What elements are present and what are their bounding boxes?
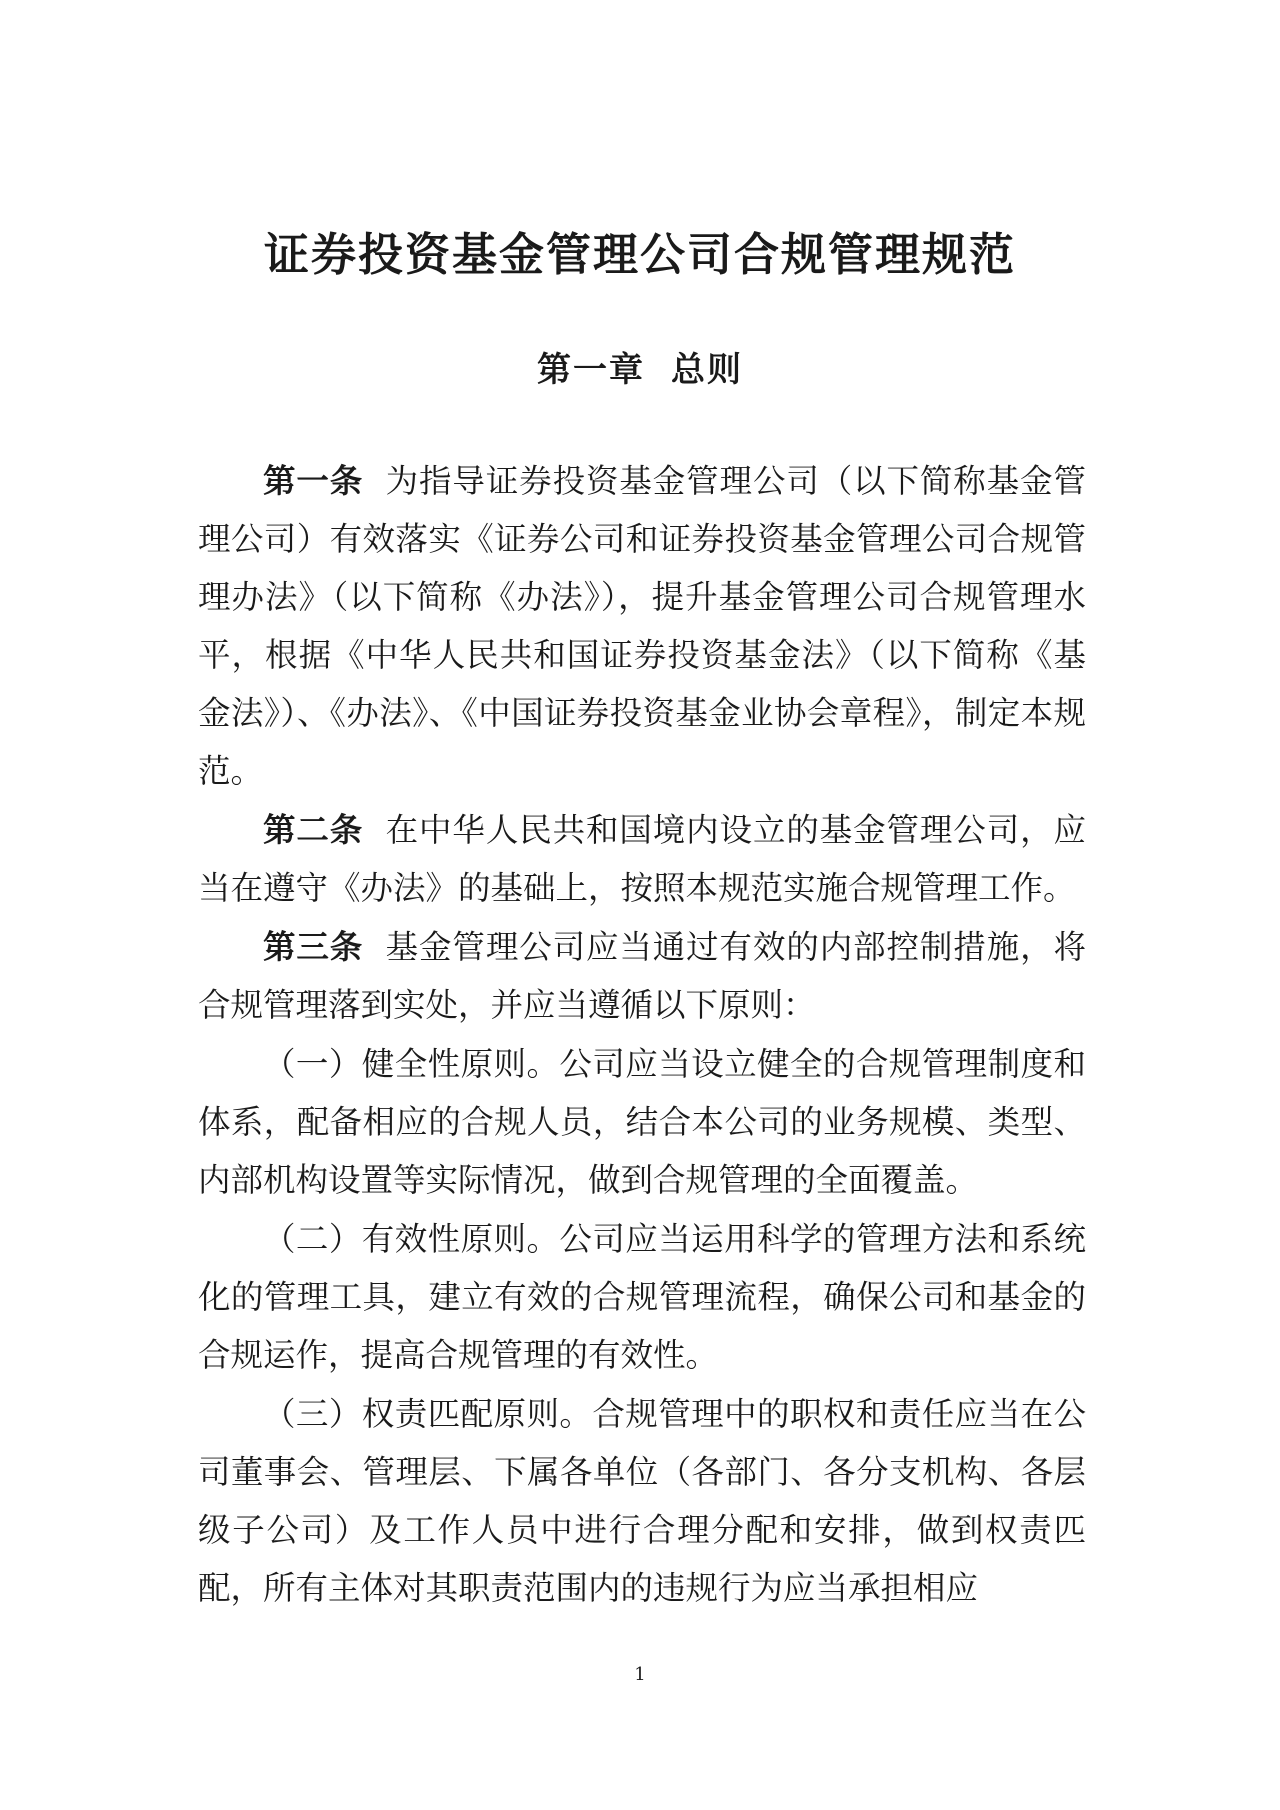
principle-paragraph: （三）权责匹配原则。合规管理中的职权和责任应当在公司董事会、管理层、下属各单位（各部门、各分支机构、各层级子公司）及工作人员中进行合理分配和安排，做到权责匹配，所有主体对其职责范围内的违规行为应当承担相应 (198, 1395, 1086, 1607)
article-text: 为指导证券投资基金管理公司（以下简称基金管理公司）有效落实《证券公司和证券投资基金管理公司合规管理办法》（以下简称《办法》），提升基金管理公司合规管理水平，根据《中华人民共和国证券投资基金法》（以下简称《基金法》）、《办法》、《中国证券投资基金业协会章程》，制定本规范。 (198, 462, 1086, 790)
document-title: 证券投资基金管理公司合规管理规范 (263, 228, 1016, 281)
article-label: 第三条 (263, 927, 364, 966)
document-body (198, 452, 1086, 1618)
chapter-number: 第一章 (537, 350, 645, 390)
article-text: 在中华人民共和国境内设立的基金管理公司，应当在遵守《办法》的基础上，按照本规范实施合规管理工作。 (198, 811, 1086, 907)
chapter-name: 总则 (671, 350, 743, 390)
article-label: 第一条 (263, 461, 364, 500)
chapter-heading (0, 342, 1280, 391)
article-paragraph (198, 452, 1086, 800)
principle-paragraph: （一）健全性原则。公司应当设立健全的合规管理制度和体系，配备相应的合规人员，结合本公司的业务规模、类型、内部机构设置等实际情况，做到合规管理的全面覆盖。 (198, 1045, 1086, 1199)
article-label: 第二条 (263, 810, 364, 849)
article-paragraph (198, 918, 1086, 1034)
principle-paragraph: （二）有效性原则。公司应当运用科学的管理方法和系统化的管理工具，建立有效的合规管理流程，确保公司和基金的合规运作，提高合规管理的有效性。 (198, 1220, 1086, 1374)
article-paragraph (198, 801, 1086, 917)
page-number: 1 (634, 1664, 646, 1685)
article-text: 基金管理公司应当通过有效的内部控制措施，将合规管理落到实处，并应当遵循以下原则： (198, 928, 1086, 1024)
